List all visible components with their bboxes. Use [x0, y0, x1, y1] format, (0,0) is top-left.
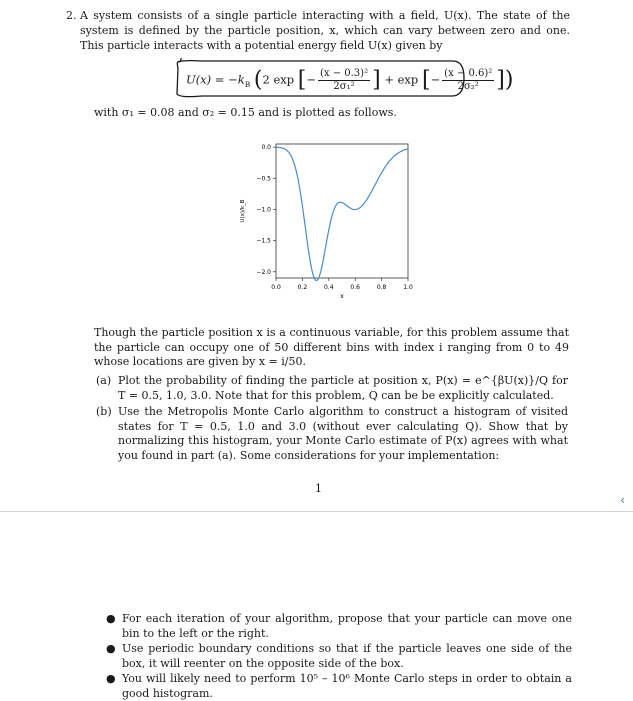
bullet-icon: ●: [106, 672, 116, 685]
chevron-left-icon[interactable]: ‹: [620, 493, 625, 507]
part-a-label: (a): [96, 374, 112, 387]
part-b-label: (b): [96, 405, 112, 418]
x-tick-label: 0.8: [376, 284, 387, 291]
eq-part1: 2 exp: [262, 72, 295, 87]
fraction-2: $\frac{\text{(x − 0.6)²}}{\text{2σ₂²}}$: [444, 68, 493, 92]
y-tick-label: −1.0: [256, 206, 271, 214]
x-tick-label: 0.6: [350, 284, 360, 291]
x-tick-label: 0.4: [324, 284, 334, 291]
bullet-icon: ●: [106, 642, 116, 655]
part-a-text: Plot the probability of finding the particle at position x, P(x) = e^{βU(x)}/Q for T = 0.5, 1.0, 3.0. Note that for this problem, Q can be be explicitly calculated.: [118, 374, 568, 402]
series-line-potential: [276, 147, 408, 280]
potential-plot: [236, 138, 426, 306]
y-tick-label: −1.5: [256, 237, 271, 245]
list-item: [106, 672, 572, 701]
fraction-1: $\frac{\text{(x − 0.3)²}}{\text{2σ₁²}}$: [319, 68, 369, 92]
bins-paragraph: Though the particle position x is a continuous variable, for this problem assume that the particle can occupy one of 50 different bins with index i ranging from 0 to 49 whose locations are given by x = i/50.: [94, 326, 569, 368]
y-axis-label: U(x)/k_B: [240, 199, 246, 223]
x-tick-label: 0.0: [271, 284, 281, 291]
list-item: [106, 642, 572, 671]
part-b-text: Use the Metropolis Monte Carlo algorithm to construct a histogram of visited states for T = 0.5, 1.0 and 3.0 (without ever calculating Q). Show that by normalizing this histogram, your Monte Carlo estimate of P(x) agrees with what you found in part (a). Some considerations for your implementation:: [118, 405, 568, 462]
y-tick-label: 0.0: [261, 144, 271, 152]
x-axis-label: x: [340, 293, 344, 300]
y-tick-label: −2.0: [256, 268, 271, 276]
problem-statement: [66, 8, 570, 53]
equation-block: [172, 58, 514, 98]
eq-lhs: U(x) = −k: [186, 72, 245, 87]
bullet-text: You will likely need to perform 10⁵ – 10⁶ Monte Carlo steps in order to obtain a good histogram.: [122, 672, 572, 700]
x-tick-label: 1.0: [403, 284, 413, 291]
x-tick-label: 0.2: [297, 284, 308, 291]
problem-intro: A system consists of a single particle interacting with a field, U(x). The state of the system is defined by the particle position, x, which can vary between zero and one. This particle interacts with a potential energy field U(x) given by: [80, 9, 570, 52]
potential-equation: $U(x) = -k_B$ (2 exp [− $\frac{\text{(x − 0.3)²}}{\text{2σ₁²}}$ ] + exp [− $\frac{\text{(x − 0.6)²}}{\text{2σ₂²}}$ ]): [186, 67, 514, 93]
document-page-2: [0, 520, 633, 700]
list-item: [106, 612, 572, 641]
plot-frame: [276, 144, 408, 278]
y-tick-label: −0.5: [256, 175, 271, 183]
part-a: [96, 374, 568, 403]
page-number: 1: [315, 482, 322, 495]
bullet-text: Use periodic boundary conditions so that if the particle leaves one side of the box, it will reenter on the opposite side of the box.: [122, 642, 572, 670]
part-b: [96, 405, 568, 463]
eq-lhs-sub: B: [244, 79, 251, 89]
problem-number: 2.: [66, 9, 77, 22]
sigma-values: with σ₁ = 0.08 and σ₂ = 0.15 and is plotted as follows.: [94, 106, 397, 119]
eq-plus: + exp: [384, 72, 419, 87]
bullet-icon: ●: [106, 612, 116, 625]
bullet-text: For each iteration of your algorithm, propose that your particle can move one bin to the left or the right.: [122, 612, 572, 640]
